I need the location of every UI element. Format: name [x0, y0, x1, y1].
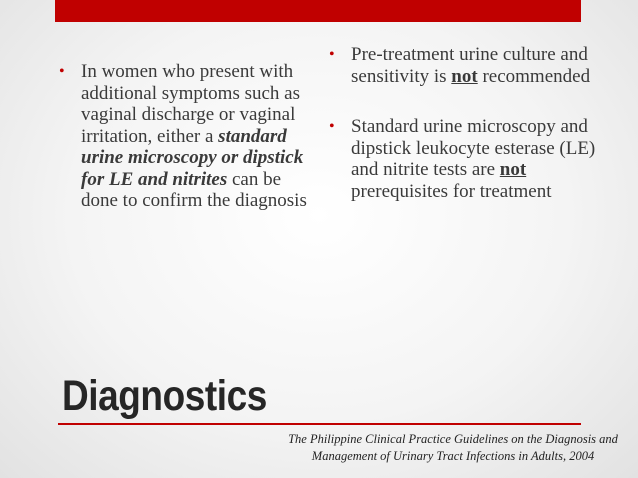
- bullet-text: Pre-treatment urine culture and sensitivity is: [351, 44, 588, 87]
- citation-line: Management of Urinary Tract Infections in Adults, 2004: [311, 449, 595, 463]
- citation-line: The Philippine Clinical Practice Guidelines on the Diagnosis and: [288, 432, 618, 446]
- bullet-text: Standard urine microscopy and dipstick leukocyte esterase (LE) and nitrite tests are: [351, 116, 596, 180]
- bullet-emphasis: standard urine microscopy or dipstick for LE and nitrites: [81, 125, 304, 190]
- bullet-text: In women who present with additional symptoms such as vaginal discharge or vaginal irritation, either a: [81, 61, 301, 147]
- bullet-text: recommended: [477, 65, 591, 87]
- right-column: [327, 44, 617, 202]
- slide-title: Diagnostics: [62, 372, 267, 420]
- citation: [273, 431, 633, 465]
- bullet-dot-icon: •: [59, 63, 65, 80]
- bullet-item: [327, 116, 617, 202]
- bullet-item: [57, 61, 307, 212]
- bullet-item: [327, 44, 617, 87]
- title-underline-rule: [58, 423, 581, 425]
- top-accent-bar: [55, 0, 581, 22]
- left-column: [57, 61, 307, 212]
- bullet-dot-icon: •: [329, 46, 335, 63]
- bullet-emphasis: not: [451, 65, 478, 87]
- bullet-text: can be done to confirm the diagnosis: [81, 168, 307, 211]
- bullet-emphasis: not: [499, 159, 527, 180]
- bullet-text: prerequisites for treatment: [351, 180, 552, 202]
- bullet-dot-icon: •: [329, 118, 335, 135]
